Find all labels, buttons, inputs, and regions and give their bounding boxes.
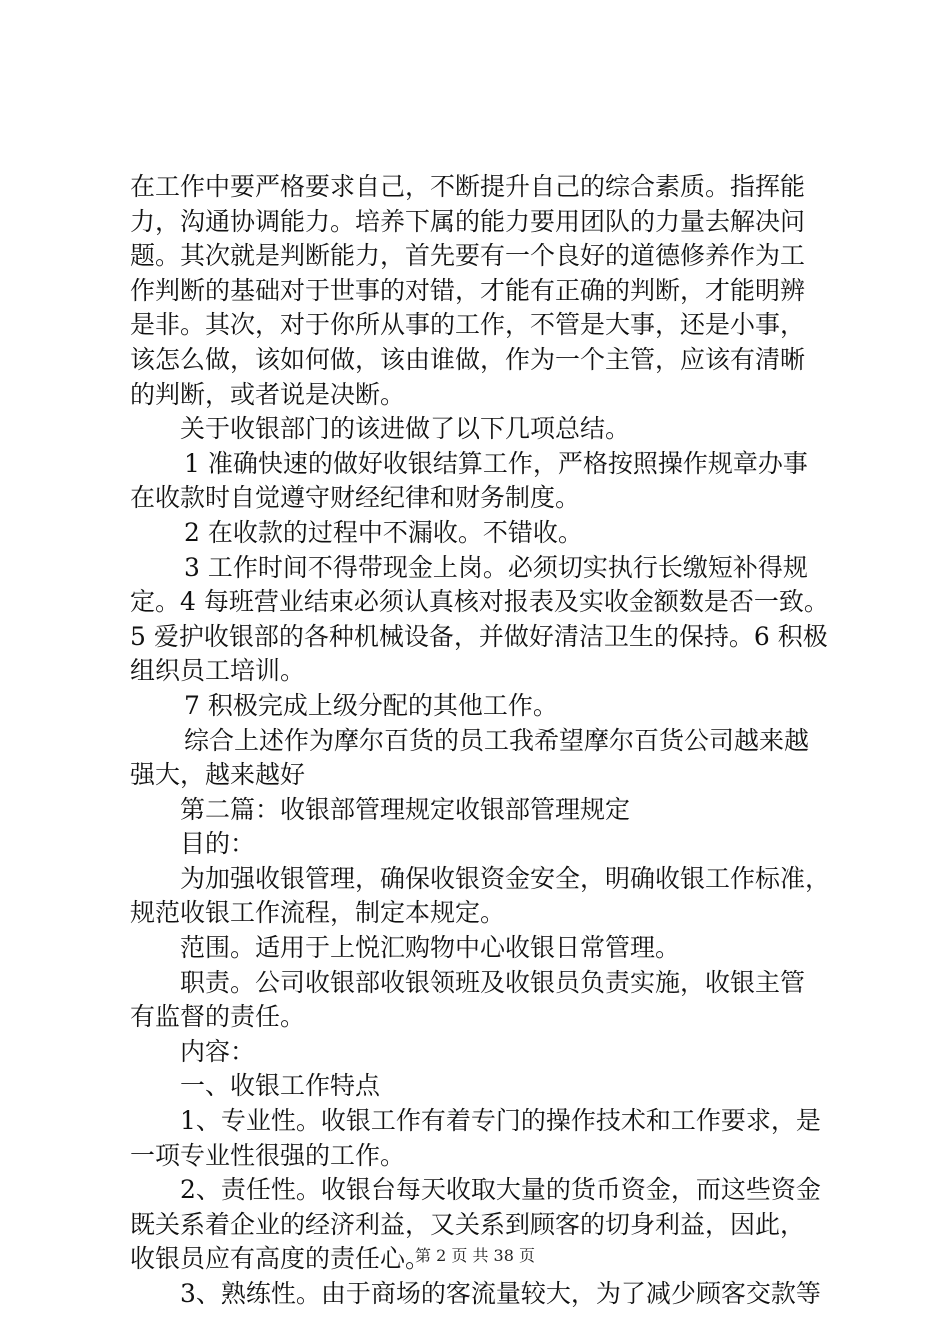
text-line: 1、专业性。收银工作有着专门的操作技术和工作要求，是 xyxy=(180,1106,821,1136)
text-line: 定。4 每班营业结束必须认真核对报表及实收金额数是否一致。 xyxy=(130,587,829,617)
text-line: 为加强收银管理，确保收银资金安全，明确收银工作标准， xyxy=(180,863,831,893)
text-line: 5 爱护收银部的各种机械设备，并做好清洁卫生的保持。6 积极 xyxy=(130,621,828,651)
text-line: 有监督的责任。 xyxy=(130,1002,306,1032)
text-line: 2、责任性。收银台每天收取大量的货币资金，而这些资金 xyxy=(180,1175,821,1205)
document-body xyxy=(130,170,830,1312)
text-line: 目的： xyxy=(180,829,256,859)
text-line: 收银员应有高度的责任心。 xyxy=(130,1244,431,1274)
section-heading: 第二篇：收银部管理规定收银部管理规定 xyxy=(180,794,631,824)
text-line: 3 工作时间不得带现金上岗。必须切实执行长缴短补得规 xyxy=(184,552,808,582)
text-line: 范围。适用于上悦汇购物中心收银日常管理。 xyxy=(180,933,681,963)
text-line: 职责。公司收银部收银领班及收银员负责实施，收银主管 xyxy=(180,967,806,997)
text-line: 关于收银部门的该进做了以下几项总结。 xyxy=(180,414,631,444)
text-line: 2 在收款的过程中不漏收。不错收。 xyxy=(184,517,583,547)
text-line: 作判断的基础对于世事的对错，才能有正确的判断，才能明辨 xyxy=(130,275,806,305)
text-line: 内容： xyxy=(180,1036,256,1066)
text-line: 3、熟练性。由于商场的客流量较大，为了减少顾客交款等 xyxy=(180,1279,821,1308)
text-line: 组织员工培训。 xyxy=(130,656,306,686)
text-line: 7 积极完成上级分配的其他工作。 xyxy=(184,690,558,720)
text-line: 力，沟通协调能力。培养下属的能力要用团队的力量去解决问 xyxy=(130,206,806,236)
text-line: 综合上述作为摩尔百货的员工我希望摩尔百货公司越来越 xyxy=(184,725,810,755)
text-line: 强大，越来越好 xyxy=(130,760,306,790)
text-line: 是非。其次，对于你所从事的工作，不管是大事，还是小事， xyxy=(130,310,806,340)
text-line: 在工作中要严格要求自己，不断提升自己的综合素质。指挥能 xyxy=(130,172,806,201)
text-line: 在收款时自觉遵守财经纪律和财务制度。 xyxy=(130,483,581,513)
text-line: 1 准确快速的做好收银结算工作，严格按照操作规章办事 xyxy=(184,448,808,478)
text-line: 既关系着企业的经济利益，又关系到顾客的切身利益，因此， xyxy=(130,1209,806,1239)
text-line: 一项专业性很强的工作。 xyxy=(130,1140,406,1170)
text-line: 一、收银工作特点 xyxy=(180,1071,381,1101)
text-line: 的判断，或者说是决断。 xyxy=(130,379,406,409)
text-line: 该怎么做，该如何做，该由谁做，作为一个主管，应该有清晰 xyxy=(130,344,806,374)
page-footer: 第 2 页 共 38 页 xyxy=(415,1246,535,1265)
text-line: 规范收银工作流程，制定本规定。 xyxy=(130,898,506,928)
text-line: 题。其次就是判断能力，首先要有一个良好的道德修养作为工 xyxy=(130,241,806,271)
